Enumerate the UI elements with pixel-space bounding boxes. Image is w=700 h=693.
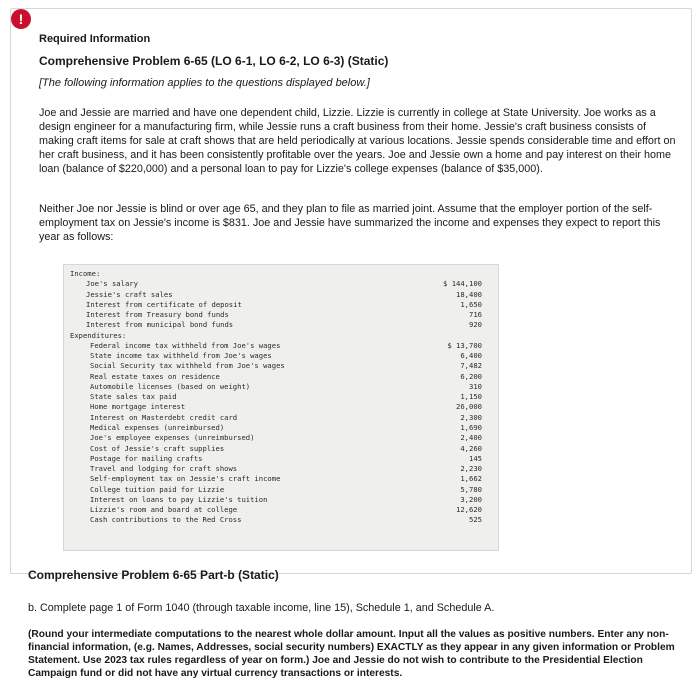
row-label: Travel and lodging for craft shows — [90, 464, 238, 474]
row-amount: 716 — [469, 310, 482, 320]
row-label: Joe's salary — [86, 279, 138, 289]
row-amount: 310 — [469, 381, 482, 391]
row-label: Home mortgage interest — [90, 402, 186, 412]
row-label: Social Security tax withheld from Joe's wages — [90, 361, 285, 371]
table-row — [64, 320, 498, 330]
required-info-heading: Required Information — [39, 33, 151, 45]
table-row — [64, 423, 498, 433]
row-amount: 2,300 — [460, 412, 482, 422]
row-label: Interest from Treasury bond funds — [86, 310, 229, 320]
table-row — [64, 433, 498, 443]
info-note: [The following information applies to the questions displayed below.] — [39, 77, 370, 89]
row-label: Postage for mailing crafts — [90, 453, 203, 463]
row-label: Real estate taxes on residence — [90, 371, 220, 381]
row-amount: $ 13,700 — [447, 340, 482, 350]
row-label: Income: — [70, 269, 101, 278]
row-amount: 26,000 — [456, 402, 482, 412]
part-b-title: Comprehensive Problem 6-65 Part-b (Static) — [28, 568, 279, 582]
table-row — [64, 382, 498, 392]
row-amount: 920 — [469, 320, 482, 330]
part-b-instructions: (Round your intermediate computations to the nearest whole dollar amount. Input all the values as positive numbers. Enter any non-financial information, (e.g. Names, Addresses, social security numbers) EXACTLY as they appear in any given information or Problem Statement. Use 2023 tax rules regardless of year on form.) Joe and Jessie do not wish to contribute to the Presidential Election Campaign fund or did not have any virtual currency transactions or interests. — [28, 629, 675, 679]
part-b-question: b. Complete page 1 of Form 1040 (through taxable income, line 15), Schedule 1, and Schedule A. — [28, 602, 495, 614]
row-amount: $ 144,100 — [443, 279, 482, 289]
row-amount: 7,482 — [460, 361, 482, 371]
table-row — [64, 495, 498, 505]
row-amount: 18,400 — [456, 289, 482, 299]
table-row — [64, 392, 498, 402]
table-row — [64, 310, 498, 320]
row-label: State sales tax paid — [90, 392, 177, 402]
row-label: Cash contributions to the Red Cross — [90, 515, 242, 525]
table-row — [64, 269, 498, 279]
row-label: Interest from municipal bond funds — [86, 320, 234, 330]
row-amount: 3,200 — [460, 494, 482, 504]
row-label: College tuition paid for Lizzie — [90, 484, 225, 494]
row-amount: 6,200 — [460, 371, 482, 381]
row-label: Self-employment tax on Jessie's craft income — [90, 474, 281, 484]
table-row — [64, 341, 498, 351]
row-amount: 4,260 — [460, 443, 482, 453]
income-expense-table-image — [63, 264, 499, 551]
row-label: Interest on Masterdebt credit card — [90, 412, 238, 422]
table-row — [64, 474, 498, 484]
table-row — [64, 413, 498, 423]
row-label: Medical expenses (unreimbursed) — [90, 422, 225, 432]
row-label: Lizzie's room and board at college — [90, 505, 238, 515]
income-expense-rows — [64, 269, 498, 526]
table-row — [64, 372, 498, 382]
row-label: Interest from certificate of deposit — [86, 299, 242, 309]
row-amount: 5,780 — [460, 484, 482, 494]
table-row — [64, 454, 498, 464]
problem-title: Comprehensive Problem 6-65 (LO 6-1, LO 6-2, LO 6-3) (Static) — [39, 54, 389, 68]
alert-icon: ! — [11, 9, 31, 29]
row-amount: 2,230 — [460, 464, 482, 474]
table-row — [64, 505, 498, 515]
row-label: Interest on loans to pay Lizzie's tuition — [90, 494, 268, 504]
problem-paragraph-1: Joe and Jessie are married and have one dependent child, Lizzie. Lizzie is currently in college at State University. Joe works as a design engineer for a manufacturing firm, while Jessie runs a craft business from their home. Jessie's craft business consists of making craft items for sale at craft shows that are held periodically at various locations. Jessie spends considerable time and effort on her craft business, and it has been consistently profitable over the years. Joe and Jessie own a home and pay interest on their home loan (balance of $220,000) and a personal loan to pay for Lizzie's college expenses (balance of $35,000). — [39, 107, 676, 175]
problem-paragraph-2: Neither Joe nor Jessie is blind or over age 65, and they plan to file as married joint. Assume that the employer portion of the self-employment tax on Jessie's income is $831. Joe and Jessie have summarized the income and expenses they expect to report this year as follows: — [39, 203, 661, 243]
table-row — [64, 290, 498, 300]
row-amount: 2,400 — [460, 433, 482, 443]
table-row — [64, 485, 498, 495]
row-label: Joe's employee expenses (unreimbursed) — [90, 433, 255, 443]
table-row — [64, 464, 498, 474]
row-label: State income tax withheld from Joe's wages — [90, 351, 272, 361]
table-row — [64, 331, 498, 341]
table-row — [64, 300, 498, 310]
row-amount: 6,400 — [460, 351, 482, 361]
table-row — [64, 279, 498, 289]
row-label: Automobile licenses (based on weight) — [90, 381, 251, 391]
table-row — [64, 402, 498, 412]
row-label: Cost of Jessie's craft supplies — [90, 443, 225, 453]
row-amount: 1,690 — [460, 422, 482, 432]
table-row — [64, 515, 498, 525]
row-amount: 525 — [469, 515, 482, 525]
row-label: Jessie's craft sales — [86, 289, 173, 299]
row-amount: 1,150 — [460, 392, 482, 402]
row-label: Expenditures: — [70, 330, 127, 340]
table-row — [64, 361, 498, 371]
table-row — [64, 444, 498, 454]
required-info-card — [10, 8, 692, 574]
table-row — [64, 351, 498, 361]
row-label: Federal income tax withheld from Joe's wages — [90, 340, 281, 350]
row-amount: 1,650 — [460, 299, 482, 309]
row-amount: 12,620 — [456, 505, 482, 515]
row-amount: 1,662 — [460, 474, 482, 484]
row-amount: 145 — [469, 453, 482, 463]
